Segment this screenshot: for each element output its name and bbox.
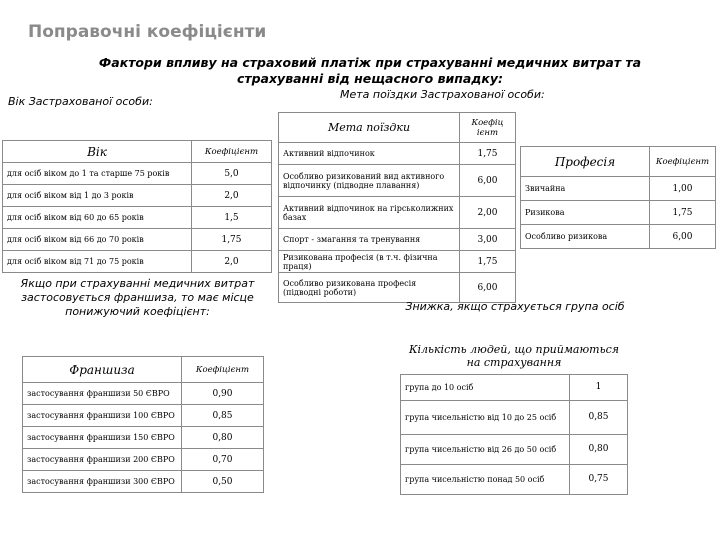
- table-cell: 1,75: [460, 143, 516, 165]
- page-title: Поправочні коефіцієнти: [28, 22, 267, 42]
- table-cell: 1: [570, 374, 628, 400]
- table-cell: група чисельністю понад 50 осіб: [401, 464, 570, 494]
- purpose-table-header: Мета поїздки: [279, 113, 460, 143]
- table-cell: для осіб віком від 60 до 65 років: [3, 207, 192, 229]
- table-cell: Ризикова: [521, 201, 650, 225]
- table-cell: Активний відпочинок на гірськолижних базах: [279, 197, 460, 229]
- group-table-header: Кількість людей, що приймаються на страхування: [401, 338, 628, 374]
- page-subtitle: [60, 55, 680, 87]
- table-cell: Активний відпочинок: [279, 143, 460, 165]
- subtitle-line-1: Фактори впливу на страховий платіж при страхуванні медичних витрат та: [98, 55, 642, 70]
- table-cell: 2,0: [192, 251, 272, 273]
- age-label: Вік Застрахованої особи:: [8, 95, 153, 108]
- age-table-header-age: Вік: [3, 141, 192, 163]
- table-cell: для осіб віком до 1 та старше 75 років: [3, 163, 192, 185]
- table-cell: Особливо ризикована професія (підводні роботи): [279, 273, 460, 303]
- table-cell: для осіб віком від 1 до 3 років: [3, 185, 192, 207]
- table-cell: застосування франшизи 150 ЄВРО: [23, 427, 182, 449]
- franchise-table-header-coef: Коефіцієнт: [182, 357, 264, 383]
- table-cell: 1,5: [192, 207, 272, 229]
- table-cell: застосування франшизи 200 ЄВРО: [23, 449, 182, 471]
- table-cell: 0,70: [182, 449, 264, 471]
- table-cell: для осіб віком від 66 до 70 років: [3, 229, 192, 251]
- table-cell: 1,00: [650, 177, 716, 201]
- table-cell: застосування франшизи 300 ЄВРО: [23, 471, 182, 493]
- table-cell: група чисельністю від 10 до 25 осіб: [401, 400, 570, 434]
- subtitle-line-2: страхуванні від нещасного випадку:: [236, 71, 504, 86]
- age-table-header-coef: Коефіцієнт: [192, 141, 272, 163]
- table-cell: 3,00: [460, 229, 516, 251]
- table-cell: 6,00: [460, 273, 516, 303]
- purpose-table-header-coef: Коефіц ієнт: [460, 113, 516, 143]
- table-cell: 0,75: [570, 464, 628, 494]
- table-cell: група чисельністю від 26 до 50 осіб: [401, 434, 570, 464]
- group-table: [400, 338, 628, 495]
- profession-table-header-coef: Коефіцієнт: [650, 147, 716, 177]
- table-cell: 6,00: [460, 165, 516, 197]
- table-cell: 1,75: [192, 229, 272, 251]
- table-cell: Звичайна: [521, 177, 650, 201]
- table-cell: група до 10 осіб: [401, 374, 570, 400]
- table-cell: застосування франшизи 50 ЄВРО: [23, 383, 182, 405]
- franchise-note: Якщо при страхуванні медичних витрат застосовується франшиза, то має місце понижуючий коефіцієнт:: [20, 277, 255, 318]
- table-cell: 5,0: [192, 163, 272, 185]
- age-table: [2, 140, 272, 273]
- table-cell: Ризикована професія (в т.ч. фізична праця): [279, 251, 460, 273]
- table-cell: 2,0: [192, 185, 272, 207]
- purpose-table: [278, 112, 516, 303]
- table-cell: 1,75: [650, 201, 716, 225]
- franchise-table-header: Франшиза: [23, 357, 182, 383]
- table-cell: 1,75: [460, 251, 516, 273]
- table-cell: Спорт - змагання та тренування: [279, 229, 460, 251]
- purpose-label: Мета поїздки Застрахованої особи:: [340, 88, 545, 101]
- table-cell: 0,90: [182, 383, 264, 405]
- table-cell: 0,80: [182, 427, 264, 449]
- table-cell: Особливо ризикова: [521, 225, 650, 249]
- profession-table-header: Професія: [521, 147, 650, 177]
- table-cell: 0,85: [570, 400, 628, 434]
- table-cell: 0,50: [182, 471, 264, 493]
- table-cell: застосування франшизи 100 ЄВРО: [23, 405, 182, 427]
- table-cell: 0,80: [570, 434, 628, 464]
- profession-table: [520, 146, 716, 249]
- group-note: Знижка, якщо страхується група осіб: [405, 300, 625, 313]
- franchise-table: [22, 356, 264, 493]
- table-cell: для осіб віком від 71 до 75 років: [3, 251, 192, 273]
- table-cell: 0,85: [182, 405, 264, 427]
- table-cell: 6,00: [650, 225, 716, 249]
- table-cell: 2,00: [460, 197, 516, 229]
- table-cell: Особливо ризикований вид активного відпочинку (підводне плавання): [279, 165, 460, 197]
